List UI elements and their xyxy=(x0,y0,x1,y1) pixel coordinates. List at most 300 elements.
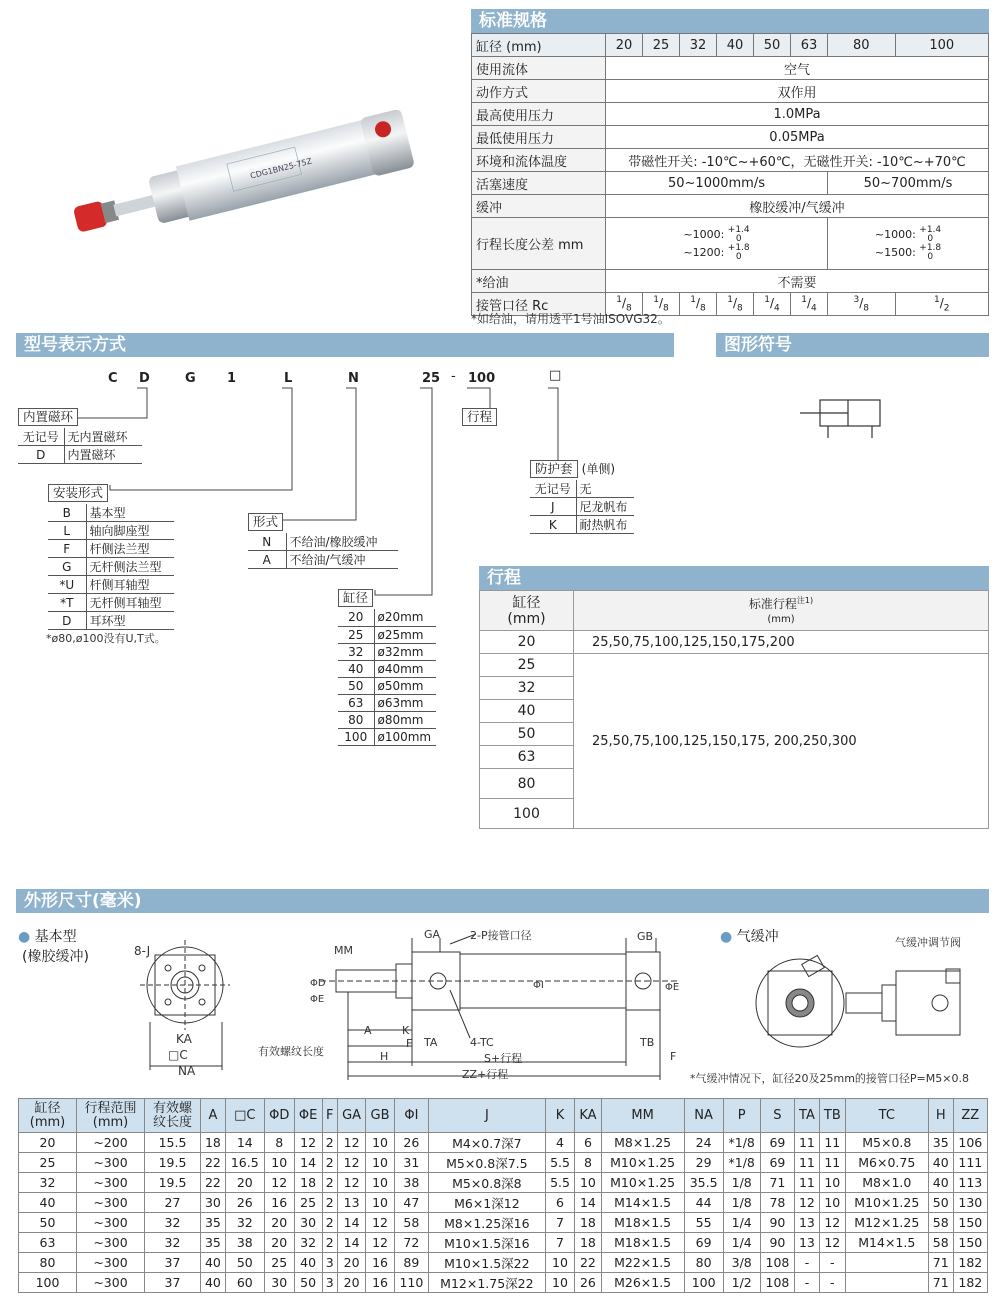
dims-cell: M5×0.8 xyxy=(845,1133,928,1153)
stroke-values: 25,50,75,100,125,150,175,200 xyxy=(574,631,989,654)
dims-cell: 72 xyxy=(394,1233,428,1253)
dims-cell xyxy=(845,1253,928,1273)
dims-cell: 32 xyxy=(225,1213,264,1233)
bore-code: 50 xyxy=(338,677,374,694)
dims-cell: 29 xyxy=(684,1153,723,1173)
stroke-header-row xyxy=(480,591,989,631)
spec-port: $^1/_4$ xyxy=(791,293,828,316)
dims-cell: ~300 xyxy=(77,1273,145,1293)
spec-oil-label: *给油 xyxy=(472,270,606,293)
spec-row-label: 环境和流体温度 xyxy=(472,149,606,172)
spec-port: $^3/_8$ xyxy=(828,293,896,316)
stroke-bore: 25 xyxy=(480,654,574,677)
dims-cell: 37 xyxy=(145,1253,201,1273)
form-code: N xyxy=(248,533,286,551)
mount-code: *T xyxy=(48,594,86,612)
stroke-h2-sup: 注1) xyxy=(796,596,814,605)
port-den: 8 xyxy=(663,303,669,314)
port-num: 1 xyxy=(801,294,807,305)
stroke-title-text: 行程 xyxy=(487,568,521,588)
dims-header: 有效螺纹长度 xyxy=(145,1099,201,1133)
bore-box xyxy=(338,589,436,746)
code-letter-d: D xyxy=(139,371,150,386)
dims-cell: 25 xyxy=(294,1193,322,1213)
bore-code: 32 xyxy=(338,643,374,660)
port-num: 1 xyxy=(653,294,659,305)
dims-cell: 11 xyxy=(819,1153,845,1173)
port-den: 8 xyxy=(626,303,632,314)
dims-cell: M18×1.5 xyxy=(601,1233,684,1253)
dims-cell: M12×1.75深22 xyxy=(429,1273,546,1293)
port-num: 3 xyxy=(853,294,860,305)
mount-code: G xyxy=(48,558,86,576)
mount-desc: 无杆侧耳轴型 xyxy=(86,594,174,612)
dims-cell: 1/4 xyxy=(723,1233,760,1253)
label-a: A xyxy=(364,1024,372,1037)
stroke-code-box xyxy=(462,408,497,426)
bore-desc: ø100mm xyxy=(374,728,436,745)
tol-a2-sub: 0 xyxy=(735,251,742,262)
dims-cell: 12 xyxy=(337,1133,365,1153)
code-letter-bore: 25 xyxy=(422,371,441,386)
dims-cell: 18 xyxy=(201,1133,226,1153)
spec-note: *如给油，请用透平1号油ISOVG32。 xyxy=(471,312,670,326)
code-letter-n: N xyxy=(348,371,359,386)
dims-cell: 13 xyxy=(795,1213,820,1233)
dims-cell: 108 xyxy=(760,1253,794,1273)
spec-tol-b xyxy=(828,218,989,270)
spec-speed-b: 50~700mm/s xyxy=(828,172,989,195)
basic-type-label: 基本型 xyxy=(34,929,77,945)
magnet-table xyxy=(18,428,142,464)
tol-a2: ~1200: xyxy=(683,245,725,259)
dims-header: TA xyxy=(795,1099,820,1133)
mount-row xyxy=(48,576,174,594)
form-desc: 不给油/橡胶缓冲 xyxy=(286,533,398,551)
dims-header: NA xyxy=(684,1099,723,1133)
dims-cell: 14 xyxy=(337,1233,365,1253)
bore-desc: ø63mm xyxy=(374,694,436,711)
form-desc: 不给油/气缓冲 xyxy=(286,551,398,569)
bore-row xyxy=(338,660,436,677)
dims-cell: 110 xyxy=(394,1273,428,1293)
magnet-desc: 内置磁环 xyxy=(64,446,142,464)
dims-header: MM xyxy=(601,1099,684,1133)
dims-cell: M6×1深12 xyxy=(429,1193,546,1213)
dims-cell: 10 xyxy=(545,1273,575,1293)
dims-cell: 5.5 xyxy=(545,1153,575,1173)
dims-cell: 35.5 xyxy=(684,1173,723,1193)
dims-cell: 32 xyxy=(145,1213,201,1233)
dims-cell: 150 xyxy=(953,1233,987,1253)
dims-cell: 8 xyxy=(575,1153,601,1173)
label-c: □C xyxy=(168,1048,188,1062)
spec-row-value: 带磁性开关: -10℃~+60℃，无磁性开关: -10℃~+70℃ xyxy=(606,149,989,172)
dims-header: TB xyxy=(819,1099,845,1133)
dims-header: J xyxy=(429,1099,546,1133)
spec-speed-label: 活塞速度 xyxy=(472,172,606,195)
dims-cell: 20 xyxy=(264,1233,294,1253)
dims-cell: M8×1.25 xyxy=(601,1133,684,1153)
dims-cell: 19.5 xyxy=(145,1153,201,1173)
dims-cell: 58 xyxy=(928,1213,953,1233)
stroke-h1-unit: (mm) xyxy=(507,610,546,627)
dims-cell: 18 xyxy=(294,1173,322,1193)
magnet-code: 无记号 xyxy=(18,428,64,446)
form-code: A xyxy=(248,551,286,569)
dims-cell: ~300 xyxy=(77,1233,145,1253)
dims-header: TC xyxy=(845,1099,928,1133)
dims-cell: 1/4 xyxy=(723,1213,760,1233)
dims-cell: 26 xyxy=(225,1193,264,1213)
dims-cell: 10 xyxy=(366,1193,394,1213)
dims-header: 行程范围(mm) xyxy=(77,1099,145,1133)
spec-bore: 100 xyxy=(895,34,989,57)
dims-header: GA xyxy=(337,1099,365,1133)
port-num: 1 xyxy=(690,294,696,305)
stroke-row xyxy=(480,631,989,654)
dims-cell: 10 xyxy=(575,1173,601,1193)
bore-desc: ø50mm xyxy=(374,677,436,694)
dims-cell: M26×1.5 xyxy=(601,1273,684,1293)
mount-row xyxy=(48,522,174,540)
dims-cell: M5×0.8深7.5 xyxy=(429,1153,546,1173)
dims-cell: 30 xyxy=(201,1193,226,1213)
label-gb: GB xyxy=(637,930,654,943)
spec-row-value: 0.05MPa xyxy=(606,126,989,149)
dims-cell: 14 xyxy=(225,1133,264,1153)
port-num: 1 xyxy=(616,294,622,305)
dims-cell: 69 xyxy=(684,1233,723,1253)
label-mm: MM xyxy=(334,944,353,957)
dims-cell: 1/8 xyxy=(723,1173,760,1193)
label-ga: GA xyxy=(424,928,441,941)
label-ta: TA xyxy=(424,1036,438,1049)
dims-row xyxy=(19,1253,988,1273)
stroke-h2-text: 标准行程 xyxy=(748,597,797,611)
dims-cell: 100 xyxy=(684,1273,723,1293)
dims-cell: 37 xyxy=(145,1273,201,1293)
dims-cell: 12 xyxy=(337,1173,365,1193)
form-row xyxy=(248,533,398,551)
dims-cell: 32 xyxy=(294,1233,322,1253)
spec-bore: 80 xyxy=(828,34,896,57)
dims-cell: 5.5 xyxy=(545,1173,575,1193)
dims-cell: 10 xyxy=(819,1193,845,1213)
bore-desc: ø32mm xyxy=(374,643,436,660)
label-port: 2-P接管口径 xyxy=(470,929,532,942)
stroke-h2 xyxy=(574,591,989,631)
label-thread: 有效螺纹长度 xyxy=(258,1045,324,1058)
tol-b1-sub: 0 xyxy=(927,233,934,244)
dims-cell: 130 xyxy=(953,1193,987,1213)
dims-cell: 10 xyxy=(366,1133,394,1153)
form-table xyxy=(248,533,398,569)
label-k: K xyxy=(402,1024,410,1037)
dims-cell: 12 xyxy=(294,1133,322,1153)
dims-cell: 40 xyxy=(928,1173,953,1193)
mount-desc: 基本型 xyxy=(86,504,174,522)
code-letter-c: C xyxy=(108,371,118,386)
dims-cell: 7 xyxy=(545,1233,575,1253)
spec-cushion-label: 缓冲 xyxy=(472,195,606,218)
dims-header: K xyxy=(545,1099,575,1133)
spec-speed-a: 50~1000mm/s xyxy=(606,172,828,195)
dims-cell: 20 xyxy=(264,1213,294,1233)
mount-row xyxy=(48,594,174,612)
dims-cell: *1/8 xyxy=(723,1133,760,1153)
dims-header: F xyxy=(322,1099,337,1133)
dims-header-row xyxy=(19,1099,988,1133)
dims-cell: 22 xyxy=(575,1253,601,1273)
spec-title-text: 标准规格 xyxy=(479,11,547,31)
dims-cell: ~300 xyxy=(77,1213,145,1233)
spec-cushion-value: 橡胶缓冲/气缓冲 xyxy=(606,195,989,218)
dims-cell: 30 xyxy=(264,1273,294,1293)
label-f: F xyxy=(406,1037,413,1050)
bore-title: 缸径 xyxy=(338,589,373,607)
dims-cell: 12 xyxy=(337,1153,365,1173)
spec-row-label: 动作方式 xyxy=(472,80,606,103)
mount-code: *U xyxy=(48,576,86,594)
bore-table xyxy=(338,609,436,746)
dims-cell: 55 xyxy=(684,1213,723,1233)
air-cushion-drawing xyxy=(750,945,980,1055)
mount-desc: 耳环型 xyxy=(86,612,174,630)
mount-box xyxy=(48,484,174,646)
dims-row xyxy=(19,1173,988,1193)
model-title-text: 型号表示方式 xyxy=(24,335,126,355)
mount-desc: 杆侧耳轴型 xyxy=(86,576,174,594)
mount-desc: 轴向脚座型 xyxy=(86,522,174,540)
dims-cell: ~300 xyxy=(77,1193,145,1213)
dims-cell: M10×1.5深22 xyxy=(429,1253,546,1273)
dims-cell: 18 xyxy=(575,1233,601,1253)
bore-code: 100 xyxy=(338,728,374,745)
dims-cell: 24 xyxy=(684,1133,723,1153)
dims-cell: M12×1.25 xyxy=(845,1213,928,1233)
bore-row xyxy=(338,643,436,660)
dims-cell: 78 xyxy=(760,1193,794,1213)
dims-cell: 3 xyxy=(322,1273,337,1293)
mount-row xyxy=(48,612,174,630)
dims-header: P xyxy=(723,1099,760,1133)
tol-a1-sup: +1.4 xyxy=(727,224,750,235)
dims-cell: 106 xyxy=(953,1133,987,1153)
magnet-row xyxy=(18,446,142,464)
tol-b1-sup: +1.4 xyxy=(919,224,942,235)
dims-header: A xyxy=(201,1099,226,1133)
port-num: 1 xyxy=(764,294,770,305)
bore-code: 63 xyxy=(338,694,374,711)
spec-row-label: 最低使用压力 xyxy=(472,126,606,149)
stroke-bore: 63 xyxy=(480,746,574,769)
dims-cell: 113 xyxy=(953,1173,987,1193)
dims-cell: 6 xyxy=(575,1133,601,1153)
dims-cell: 2 xyxy=(322,1133,337,1153)
mount-desc: 无杆侧法兰型 xyxy=(86,558,174,576)
stroke-values: 25,50,75,100,125,150,175, 200,250,300 xyxy=(574,654,989,829)
stroke-bore: 80 xyxy=(480,769,574,799)
dims-cell: 30 xyxy=(294,1213,322,1233)
magnet-desc: 无内置磁环 xyxy=(64,428,142,446)
spec-row-label: 最高使用压力 xyxy=(472,103,606,126)
dims-cell: 11 xyxy=(819,1133,845,1153)
dims-cell: 108 xyxy=(760,1273,794,1293)
boot-code: J xyxy=(530,498,576,516)
boot-row xyxy=(530,498,634,516)
air-note: *气缓冲情况下，缸径20及25mm的接管口径P=M5×0.8 xyxy=(690,1072,969,1085)
spec-bore-label: 缸径 (mm) xyxy=(472,34,606,57)
tol-a1-sub: 0 xyxy=(735,233,742,244)
tol-a2-sup: +1.8 xyxy=(727,242,750,253)
port-den: 4 xyxy=(774,303,780,314)
dims-cell: 10 xyxy=(366,1153,394,1173)
spec-bore: 40 xyxy=(717,34,754,57)
dims-header: KA xyxy=(575,1099,601,1133)
dims-cell: 50 xyxy=(294,1273,322,1293)
spec-row-value: 双作用 xyxy=(606,80,989,103)
code-letter-boot: □ xyxy=(549,368,562,383)
bore-row xyxy=(338,728,436,745)
mount-code: D xyxy=(48,612,86,630)
stroke-h1 xyxy=(480,591,574,631)
dims-cell: 2 xyxy=(322,1153,337,1173)
dims-cell: 2 xyxy=(322,1193,337,1213)
dims-cell xyxy=(845,1273,928,1293)
dims-cell: M10×1.5深16 xyxy=(429,1233,546,1253)
dims-row xyxy=(19,1193,988,1213)
tol-b2: ~1500: xyxy=(874,245,916,259)
dims-cell: 11 xyxy=(795,1173,820,1193)
dims-cell: M18×1.5 xyxy=(601,1213,684,1233)
mount-note: *ø80,ø100没有U,T式。 xyxy=(46,632,166,645)
dims-cell: 20 xyxy=(337,1253,365,1273)
dims-cell: 32 xyxy=(145,1233,201,1253)
dims-row xyxy=(19,1153,988,1173)
stroke-h1-text: 缸径 xyxy=(512,594,541,611)
dims-cell: M14×1.5 xyxy=(601,1193,684,1213)
port-den: 8 xyxy=(737,303,743,314)
dims-cell: 16.5 xyxy=(225,1153,264,1173)
bore-code: 20 xyxy=(338,609,374,626)
dims-cell: 90 xyxy=(760,1213,794,1233)
dims-cell: 89 xyxy=(394,1253,428,1273)
magnet-box xyxy=(18,408,142,464)
dims-cell: 47 xyxy=(394,1193,428,1213)
boot-table xyxy=(530,480,634,534)
dims-cell: 40 xyxy=(201,1273,226,1293)
dims-cell: 3/8 xyxy=(723,1253,760,1273)
dims-cell: ~300 xyxy=(77,1253,145,1273)
dims-cell: 32 xyxy=(19,1173,77,1193)
label-phe: ΦE xyxy=(310,994,325,1005)
symbol-title-text: 图形符号 xyxy=(724,335,792,355)
dims-cell: 69 xyxy=(760,1153,794,1173)
bore-row xyxy=(338,609,436,626)
dims-cell: 26 xyxy=(575,1273,601,1293)
dims-cell: ~300 xyxy=(77,1173,145,1193)
dims-cell: 10 xyxy=(545,1253,575,1273)
mount-code: F xyxy=(48,540,86,558)
dims-cell: 12 xyxy=(819,1233,845,1253)
dims-header: S xyxy=(760,1099,794,1133)
dims-cell: M22×1.5 xyxy=(601,1253,684,1273)
dims-cell: 20 xyxy=(225,1173,264,1193)
label-s: S+行程 xyxy=(484,1052,523,1065)
spec-bore: 20 xyxy=(606,34,643,57)
dims-cell: 26 xyxy=(394,1133,428,1153)
dims-cell: 31 xyxy=(394,1153,428,1173)
mount-row xyxy=(48,504,174,522)
dims-cell: 38 xyxy=(225,1233,264,1253)
dims-cell: 80 xyxy=(19,1253,77,1273)
dims-cell: M10×1.25 xyxy=(845,1193,928,1213)
dims-cell: 6 xyxy=(545,1193,575,1213)
code-letter-dash: - xyxy=(451,369,456,384)
bullet-icon: ● xyxy=(18,929,31,945)
dims-cell: 11 xyxy=(795,1153,820,1173)
mount-code: L xyxy=(48,522,86,540)
mount-table xyxy=(48,504,174,630)
dims-cell: 12 xyxy=(819,1213,845,1233)
spec-port: $^1/_4$ xyxy=(754,293,791,316)
spec-bore: 63 xyxy=(791,34,828,57)
stroke-h2-unit: (mm) xyxy=(767,614,795,625)
boot-row xyxy=(530,516,634,534)
mount-row xyxy=(48,540,174,558)
dims-cell: *1/8 xyxy=(723,1153,760,1173)
boot-desc: 耐热帆布 xyxy=(576,516,634,534)
dims-cell: 10 xyxy=(366,1173,394,1193)
dims-cell: 90 xyxy=(760,1233,794,1253)
dims-cell: 44 xyxy=(684,1193,723,1213)
spec-row-value: 1.0MPa xyxy=(606,103,989,126)
dims-cell: 14 xyxy=(337,1213,365,1233)
dims-cell: 1/2 xyxy=(723,1273,760,1293)
dims-cell: 38 xyxy=(394,1173,428,1193)
dims-row xyxy=(19,1233,988,1253)
dims-cell: 19.5 xyxy=(145,1173,201,1193)
tol-b1: ~1000: xyxy=(874,227,916,241)
dims-cell: 14 xyxy=(575,1193,601,1213)
label-h: H xyxy=(380,1050,389,1063)
spec-port: $^1/_8$ xyxy=(643,293,680,316)
dims-cell: M8×1.0 xyxy=(845,1173,928,1193)
dims-header: GB xyxy=(366,1099,394,1133)
dims-cell: 2 xyxy=(322,1213,337,1233)
air-cushion-heading xyxy=(720,926,779,946)
dims-cell: 40 xyxy=(928,1153,953,1173)
dims-cell: - xyxy=(819,1273,845,1293)
dims-cell: 2 xyxy=(322,1173,337,1193)
dims-cell: 15.5 xyxy=(145,1133,201,1153)
label-tc: 4-TC xyxy=(470,1036,494,1049)
basic-type-sub: (橡胶缓冲) xyxy=(22,949,89,965)
stroke-bore: 50 xyxy=(480,723,574,746)
tol-b2-sub: 0 xyxy=(927,251,934,262)
stroke-bore: 100 xyxy=(480,799,574,829)
boot-code: K xyxy=(530,516,576,534)
dims-cell: 63 xyxy=(19,1233,77,1253)
dims-cell: 10 xyxy=(819,1173,845,1193)
spec-tol-label: 行程长度公差 mm xyxy=(472,218,606,270)
dims-cell: M4×0.7深7 xyxy=(429,1133,546,1153)
dims-cell: 71 xyxy=(928,1253,953,1273)
dims-header: 缸径(mm) xyxy=(19,1099,77,1133)
mount-code: B xyxy=(48,504,86,522)
dims-header: ΦE xyxy=(294,1099,322,1133)
